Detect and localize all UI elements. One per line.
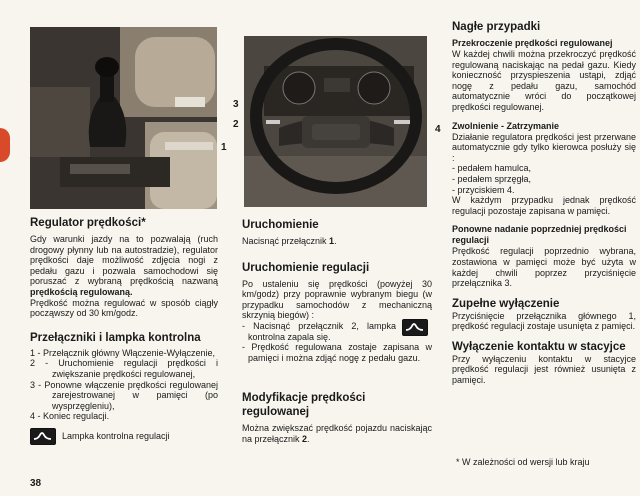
list-item: - pedałem sprzęgła, <box>452 173 532 184</box>
ignition-off-paragraph: Przy wyłączeniu kontaktu w stacyjce prędkość regulacji jest również usunięta z pamięci. <box>452 353 636 386</box>
list-item: 1 - Przełącznik główny Włączenie-Wyłączenie, <box>30 347 216 358</box>
callout-3: 3 <box>233 99 239 110</box>
subheading-stop: Zwolnienie - Zatrzymanie <box>452 120 560 131</box>
list-item: 4 - Koniec regulacji. <box>30 411 110 422</box>
speed-paragraph: Prędkość można regulować w sposób ciągły począwszy od 30 km/godz. <box>30 297 218 319</box>
list-item: 3 - Ponowne włączenie prędkości regulowanej zarejestrowanej w pamięci (po wysprzęgleniu), <box>30 379 218 411</box>
lamp-row <box>30 428 218 445</box>
start-paragraph: Nacisnąć przełącznik 1. <box>242 236 337 246</box>
heading-ignition-off: Wyłączenie kontaktu w stacyjce <box>452 340 626 353</box>
stop-paragraph: Działanie regulatora prędkości jest przerwane automatycznie gdy tylko kierowca posłuży się : <box>452 131 636 163</box>
cruise-indicator-icon <box>402 319 428 336</box>
column-left <box>30 216 218 445</box>
steering-wheel-photo <box>244 36 427 207</box>
list-item: - Prędkość regulowana zostaje zapisana w pamięci i można zdjąć nogę z pedału gazu. <box>242 342 432 363</box>
regulation-paragraph: Po ustaleniu się prędkości (powyżej 30 km/godz) przy poprawnie wybranym biegu (w przypadku samochodów z mechaniczną skrzynią biegów) : <box>242 278 432 321</box>
subheading-exceed: Przekroczenie prędkości regulowanej <box>452 38 613 48</box>
column-middle <box>242 218 432 445</box>
list-item: - Nacisnąć przełącznik 2, lampka kontrolna zapala się. <box>242 320 396 342</box>
callout-1: 1 <box>221 142 227 153</box>
gear-console-illustration <box>30 27 217 209</box>
gear-console-photo <box>30 27 217 209</box>
steering-wheel-illustration <box>244 36 427 207</box>
intro-paragraph: Gdy warunki jazdy na to pozwalają (ruch drogowy płynny lub na autostradzie), regulator prędkości daje możliwość zdjęcia nogi z pedału gazu i pozwala samochodowi się poruszać z wybraną prędkością nazwaną prędkością regulowaną. <box>30 234 218 297</box>
list-item: 2 - Uruchomienie regulacji prędkości i zwiększanie prędkości regulowanej, <box>30 358 218 379</box>
heading-emergencies: Nagłe przypadki <box>452 21 541 33</box>
regulation-steps <box>242 321 432 363</box>
modification-paragraph: Można zwiększać prędkość pojazdu naciskając na przełącznik 2. <box>242 423 432 444</box>
callout-2: 2 <box>233 119 239 130</box>
full-off-paragraph: Przyciśnięcie przełącznika głównego 1, prędkość regulacji zostaje usunięta z pamięci. <box>452 310 636 332</box>
callout-4: 4 <box>435 124 441 135</box>
lamp-label: Lampka kontrolna regulacji <box>62 431 170 442</box>
list-item: - przyciskiem 4. <box>452 184 515 195</box>
switch-list <box>30 348 218 422</box>
page-tab-marker <box>0 128 10 162</box>
heading-start: Uruchomienie <box>242 219 319 231</box>
stop-after-paragraph: W każdym przypadku jednak prędkość regulacji pozostaje zapisana w pamięci. <box>452 195 636 216</box>
column-right <box>452 20 636 386</box>
heading-start-regulation: Uruchomienie regulacji <box>242 261 370 274</box>
page-number: 38 <box>30 478 42 489</box>
subheading-resume: Ponowne nadanie poprzedniej prędkości regulacji <box>452 224 627 246</box>
cruise-indicator-icon <box>30 428 56 445</box>
resume-paragraph: Prędkość regulacji poprzednio wybrana, zostawiona w pamięci może być użyta w każdej chwili poprzez przyciśnięcie przełącznika 3. <box>452 246 636 289</box>
heading-cruise-control: Regulator prędkości* <box>30 217 146 229</box>
regulation-step-list-2 <box>242 342 432 363</box>
footnote: * W zależności od wersji lub kraju <box>456 457 590 467</box>
exceed-paragraph: W każdej chwili można przekroczyć prędkość regulowaną naciskając na pedał gazu. Kiedy konieczność przyspieszenia ustąpi, zdjąć nogę z pedału gazu, samochód automatycznie wróci do początkowej prędkości regulowanej. <box>452 49 636 112</box>
heading-switches: Przełączniki i lampka kontrolna <box>30 331 201 344</box>
list-item: - pedałem hamulca, <box>452 163 532 174</box>
heading-speed-modification: Modyfikacje prędkości regulowanej <box>242 392 366 419</box>
heading-full-off: Zupełne wyłączenie <box>452 297 560 310</box>
stop-list <box>452 163 636 195</box>
